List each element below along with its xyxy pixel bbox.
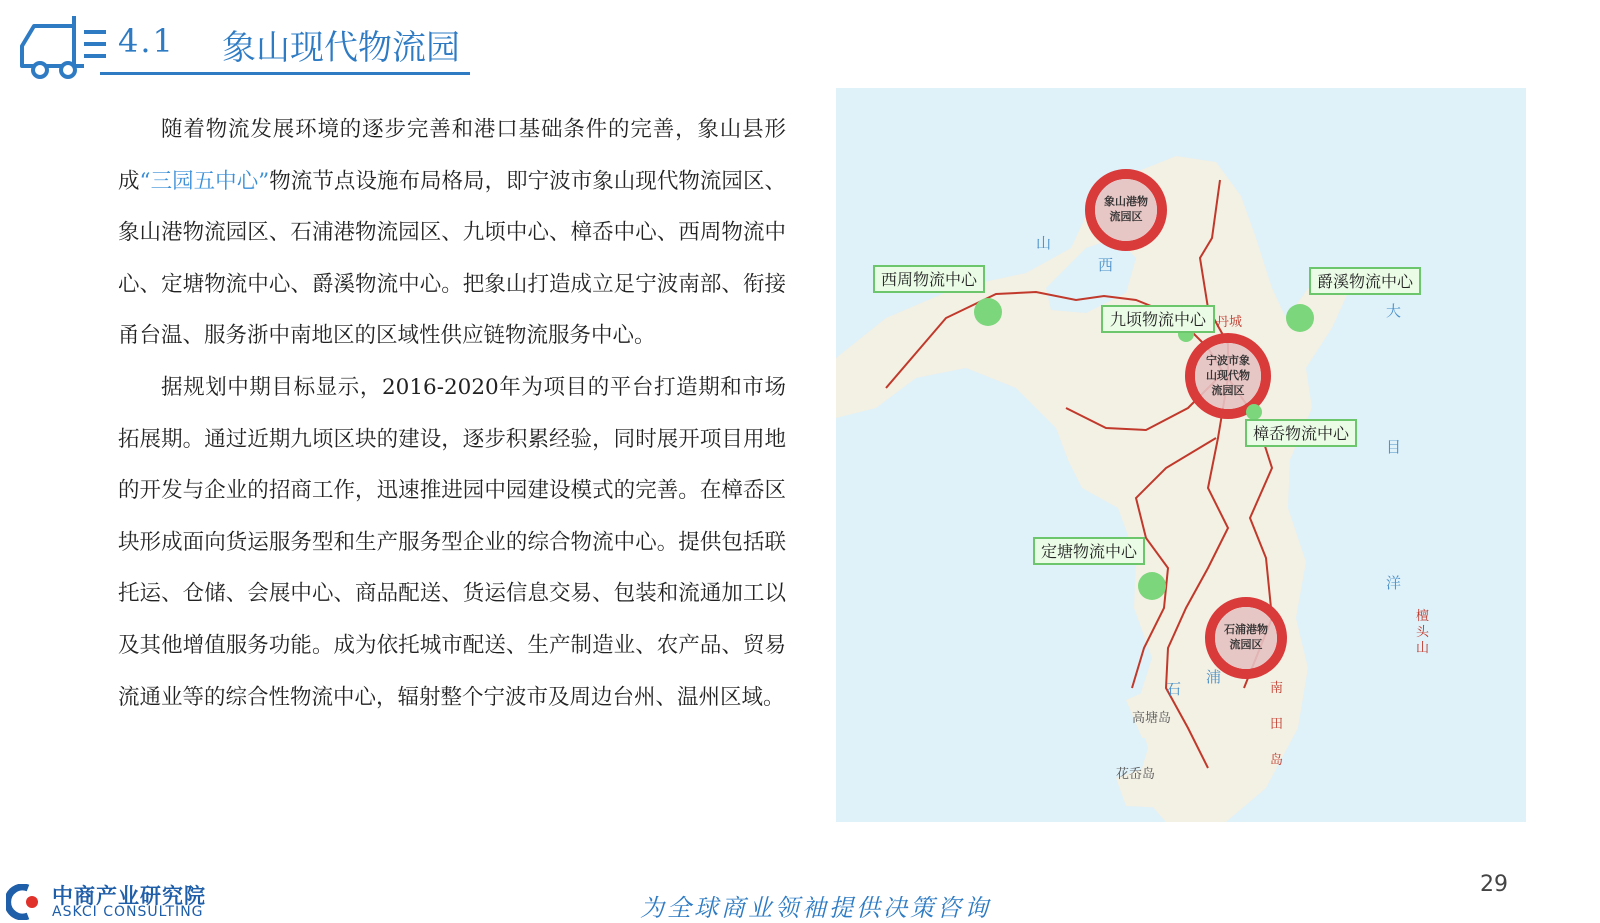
paragraph-1-text-b: 物流节点设施布局格局，即宁波市象山现代物流园区、象山港物流园区、石浦港物流园区、九顷中心、樟岙中心、西周物流中心、定塘物流中心、爵溪物流中心。把象山打造成立足宁波南部、衔接甬台温、服务浙中南地区的区域性供应链物流服务中心。 [118, 168, 786, 349]
park-label-line: 流园区 [1109, 210, 1143, 223]
tantoushan-label: 头 [1416, 625, 1430, 640]
park-marker-xiangshangang [1090, 174, 1162, 246]
section-header [0, 0, 470, 80]
logistics-map [836, 88, 1526, 822]
paragraph-1 [118, 104, 786, 362]
tantoushan-label: 檀 [1416, 609, 1430, 624]
section-title: 象山现代物流园 [222, 28, 460, 68]
page-number: 29 [1480, 872, 1508, 897]
tantoushan-label: 山 [1416, 641, 1430, 656]
dancheng-label: 丹城 [1216, 315, 1243, 330]
park-marker-modern-logistics [1190, 338, 1266, 414]
water-label: 石 [1166, 680, 1182, 698]
park-label-line: 流园区 [1211, 384, 1245, 397]
header-divider [100, 72, 470, 75]
park-label-line: 山现代物 [1206, 369, 1250, 382]
park-label-line: 象山港物 [1104, 195, 1148, 208]
paragraph-2: 据规划中期目标显示，2016-2020年为项目的平台打造期和市场拓展期。通过近期九顷区块的建设，逐步积累经验，同时展开项目用地的开发与企业的招商工作，迅速推进园中园建设模式的完善。在樟岙区块形成面向货运服务型和生产服务型企业的综合物流中心。提供包括联托运、仓储、会展中心、商品配送、货运信息交易、包装和流通加工以及其他增值服务功能。成为依托城市配送、生产制造业、农产品、贸易流通业等的综合性物流中心，辐射整个宁波市及周边台州、温州区域。 [118, 374, 786, 710]
park-marker-shipugang [1210, 602, 1282, 674]
huaxiao-label: 花岙岛 [1116, 767, 1156, 782]
center-label: 西周物流中心 [880, 270, 978, 289]
truck-icon [14, 10, 110, 80]
park-label-line: 宁波市象 [1206, 354, 1250, 367]
nantian-label: 岛 [1270, 753, 1284, 768]
water-label: 浦 [1206, 668, 1222, 686]
center-label: 爵溪物流中心 [1316, 272, 1414, 291]
water-label: 大 [1386, 302, 1402, 320]
water-label: 洋 [1386, 574, 1402, 592]
paragraph-1-highlight: “三园五中心” [139, 168, 270, 194]
water-label: 西 [1098, 256, 1114, 274]
park-label-line: 流园区 [1229, 638, 1263, 651]
body-text [118, 104, 786, 723]
logo-text-cn: 中商产业研究院 [52, 884, 206, 908]
section-number: 4.1 [118, 22, 175, 60]
gaotang-label: 高塘岛 [1132, 711, 1172, 726]
water-label: 山 [1036, 234, 1052, 252]
paragraph-1-text-a: 随着物流发展环境的逐步完善和港口基础条件的完善，象山县形成 [118, 117, 786, 194]
park-label-line: 石浦港物 [1224, 623, 1268, 636]
nantian-label: 田 [1270, 717, 1284, 732]
logo-mark-icon [6, 884, 46, 920]
logo-text-en: ASKCI CONSULTING [52, 904, 204, 920]
footer-slogan: 为全球商业领袖提供决策咨询 [640, 894, 991, 922]
center-label: 九顷物流中心 [1109, 310, 1207, 329]
center-label: 樟岙物流中心 [1252, 424, 1350, 443]
company-logo [6, 878, 226, 922]
center-label: 定塘物流中心 [1040, 542, 1138, 561]
nantian-label: 南 [1270, 681, 1284, 696]
water-label: 目 [1386, 438, 1402, 456]
